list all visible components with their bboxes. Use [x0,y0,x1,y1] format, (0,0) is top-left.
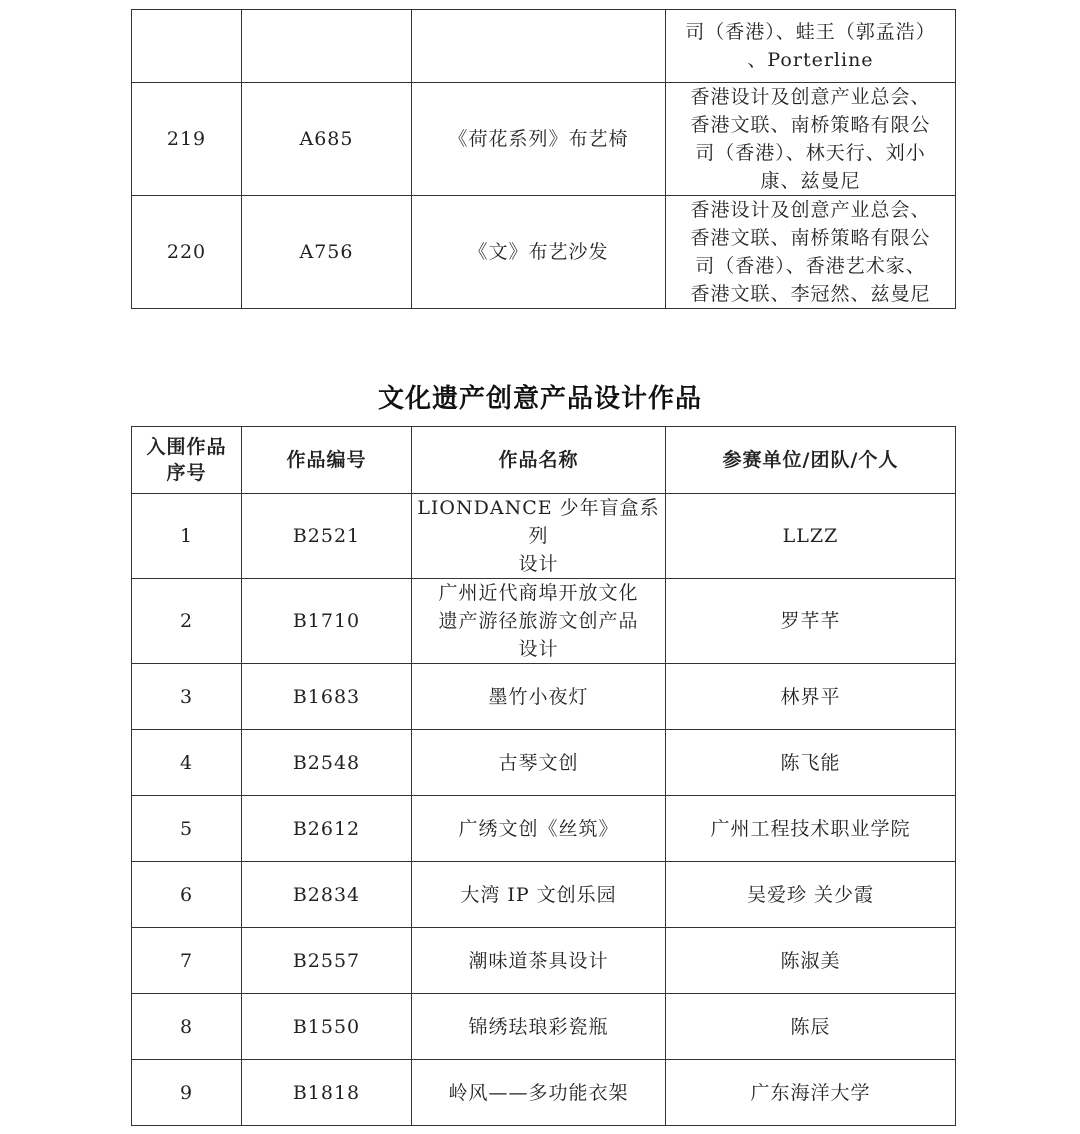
code-cell: B1818 [242,1060,412,1126]
code-cell: B2612 [242,796,412,862]
title-cell: 墨竹小夜灯 [412,664,666,730]
title-cell: 《文》布艺沙发 [412,196,666,309]
entrant-cell: 广东海洋大学 [666,1060,956,1126]
code-cell: B2521 [242,494,412,579]
index-cell: 9 [132,1060,242,1126]
entrant-cell: 陈淑美 [666,928,956,994]
index-cell: 5 [132,796,242,862]
index-cell: 7 [132,928,242,994]
index-cell: 6 [132,862,242,928]
code-cell: B1683 [242,664,412,730]
entrant-cell: 香港设计及创意产业总会、 香港文联、南桥策略有限公 司（香港）、林天行、刘小 康、兹曼尼 [666,83,956,196]
previous-table [131,9,956,309]
code-cell: B2557 [242,928,412,994]
header-code: 作品编号 [242,427,412,494]
title-cell: LIONDANCE 少年盲盒系列 设计 [412,494,666,579]
index-cell: 220 [132,196,242,309]
table-row [132,862,956,928]
index-cell: 4 [132,730,242,796]
title-cell: 《荷花系列》布艺椅 [412,83,666,196]
title-cell: 潮味道茶具设计 [412,928,666,994]
entrant-cell: 吴爱珍 关少霞 [666,862,956,928]
header-entrant: 参赛单位/团队/个人 [666,427,956,494]
code-cell [242,10,412,83]
code-cell: B2548 [242,730,412,796]
table-row [132,196,956,309]
table-row [132,579,956,664]
index-cell: 2 [132,579,242,664]
code-cell: A756 [242,196,412,309]
entrant-cell: 罗芊芊 [666,579,956,664]
code-cell: B1550 [242,994,412,1060]
entrant-cell: 林界平 [666,664,956,730]
table-row [132,494,956,579]
entrant-cell: 陈辰 [666,994,956,1060]
code-cell: A685 [242,83,412,196]
code-cell: B1710 [242,579,412,664]
entrant-cell: LLZZ [666,494,956,579]
title-cell: 古琴文创 [412,730,666,796]
table-row [132,928,956,994]
table-row [132,10,956,83]
code-cell: B2834 [242,862,412,928]
table-header-row [132,427,956,494]
index-cell: 3 [132,664,242,730]
section-title: 文化遗产创意产品设计作品 [377,384,702,414]
title-cell [412,10,666,83]
table-row [132,730,956,796]
entrant-cell: 司（香港）、蛙王（郭孟浩） 、Porterline [666,10,956,83]
index-cell [132,10,242,83]
heritage-products-table [131,426,956,1126]
header-index: 入围作品 序号 [132,427,242,494]
entrant-cell: 香港设计及创意产业总会、 香港文联、南桥策略有限公 司（香港）、香港艺术家、 香港文联、李冠然、兹曼尼 [666,196,956,309]
index-cell: 8 [132,994,242,1060]
title-cell: 锦绣珐琅彩瓷瓶 [412,994,666,1060]
entrant-cell: 广州工程技术职业学院 [666,796,956,862]
title-cell: 广州近代商埠开放文化 遗产游径旅游文创产品 设计 [412,579,666,664]
table-row [132,796,956,862]
entrant-cell: 陈飞能 [666,730,956,796]
table-row [132,1060,956,1126]
table-row [132,83,956,196]
title-cell: 大湾 IP 文创乐园 [412,862,666,928]
title-cell: 广绣文创《丝筑》 [412,796,666,862]
header-title: 作品名称 [412,427,666,494]
index-cell: 219 [132,83,242,196]
index-cell: 1 [132,494,242,579]
table-row [132,664,956,730]
title-cell: 岭风——多功能衣架 [412,1060,666,1126]
table-row [132,994,956,1060]
